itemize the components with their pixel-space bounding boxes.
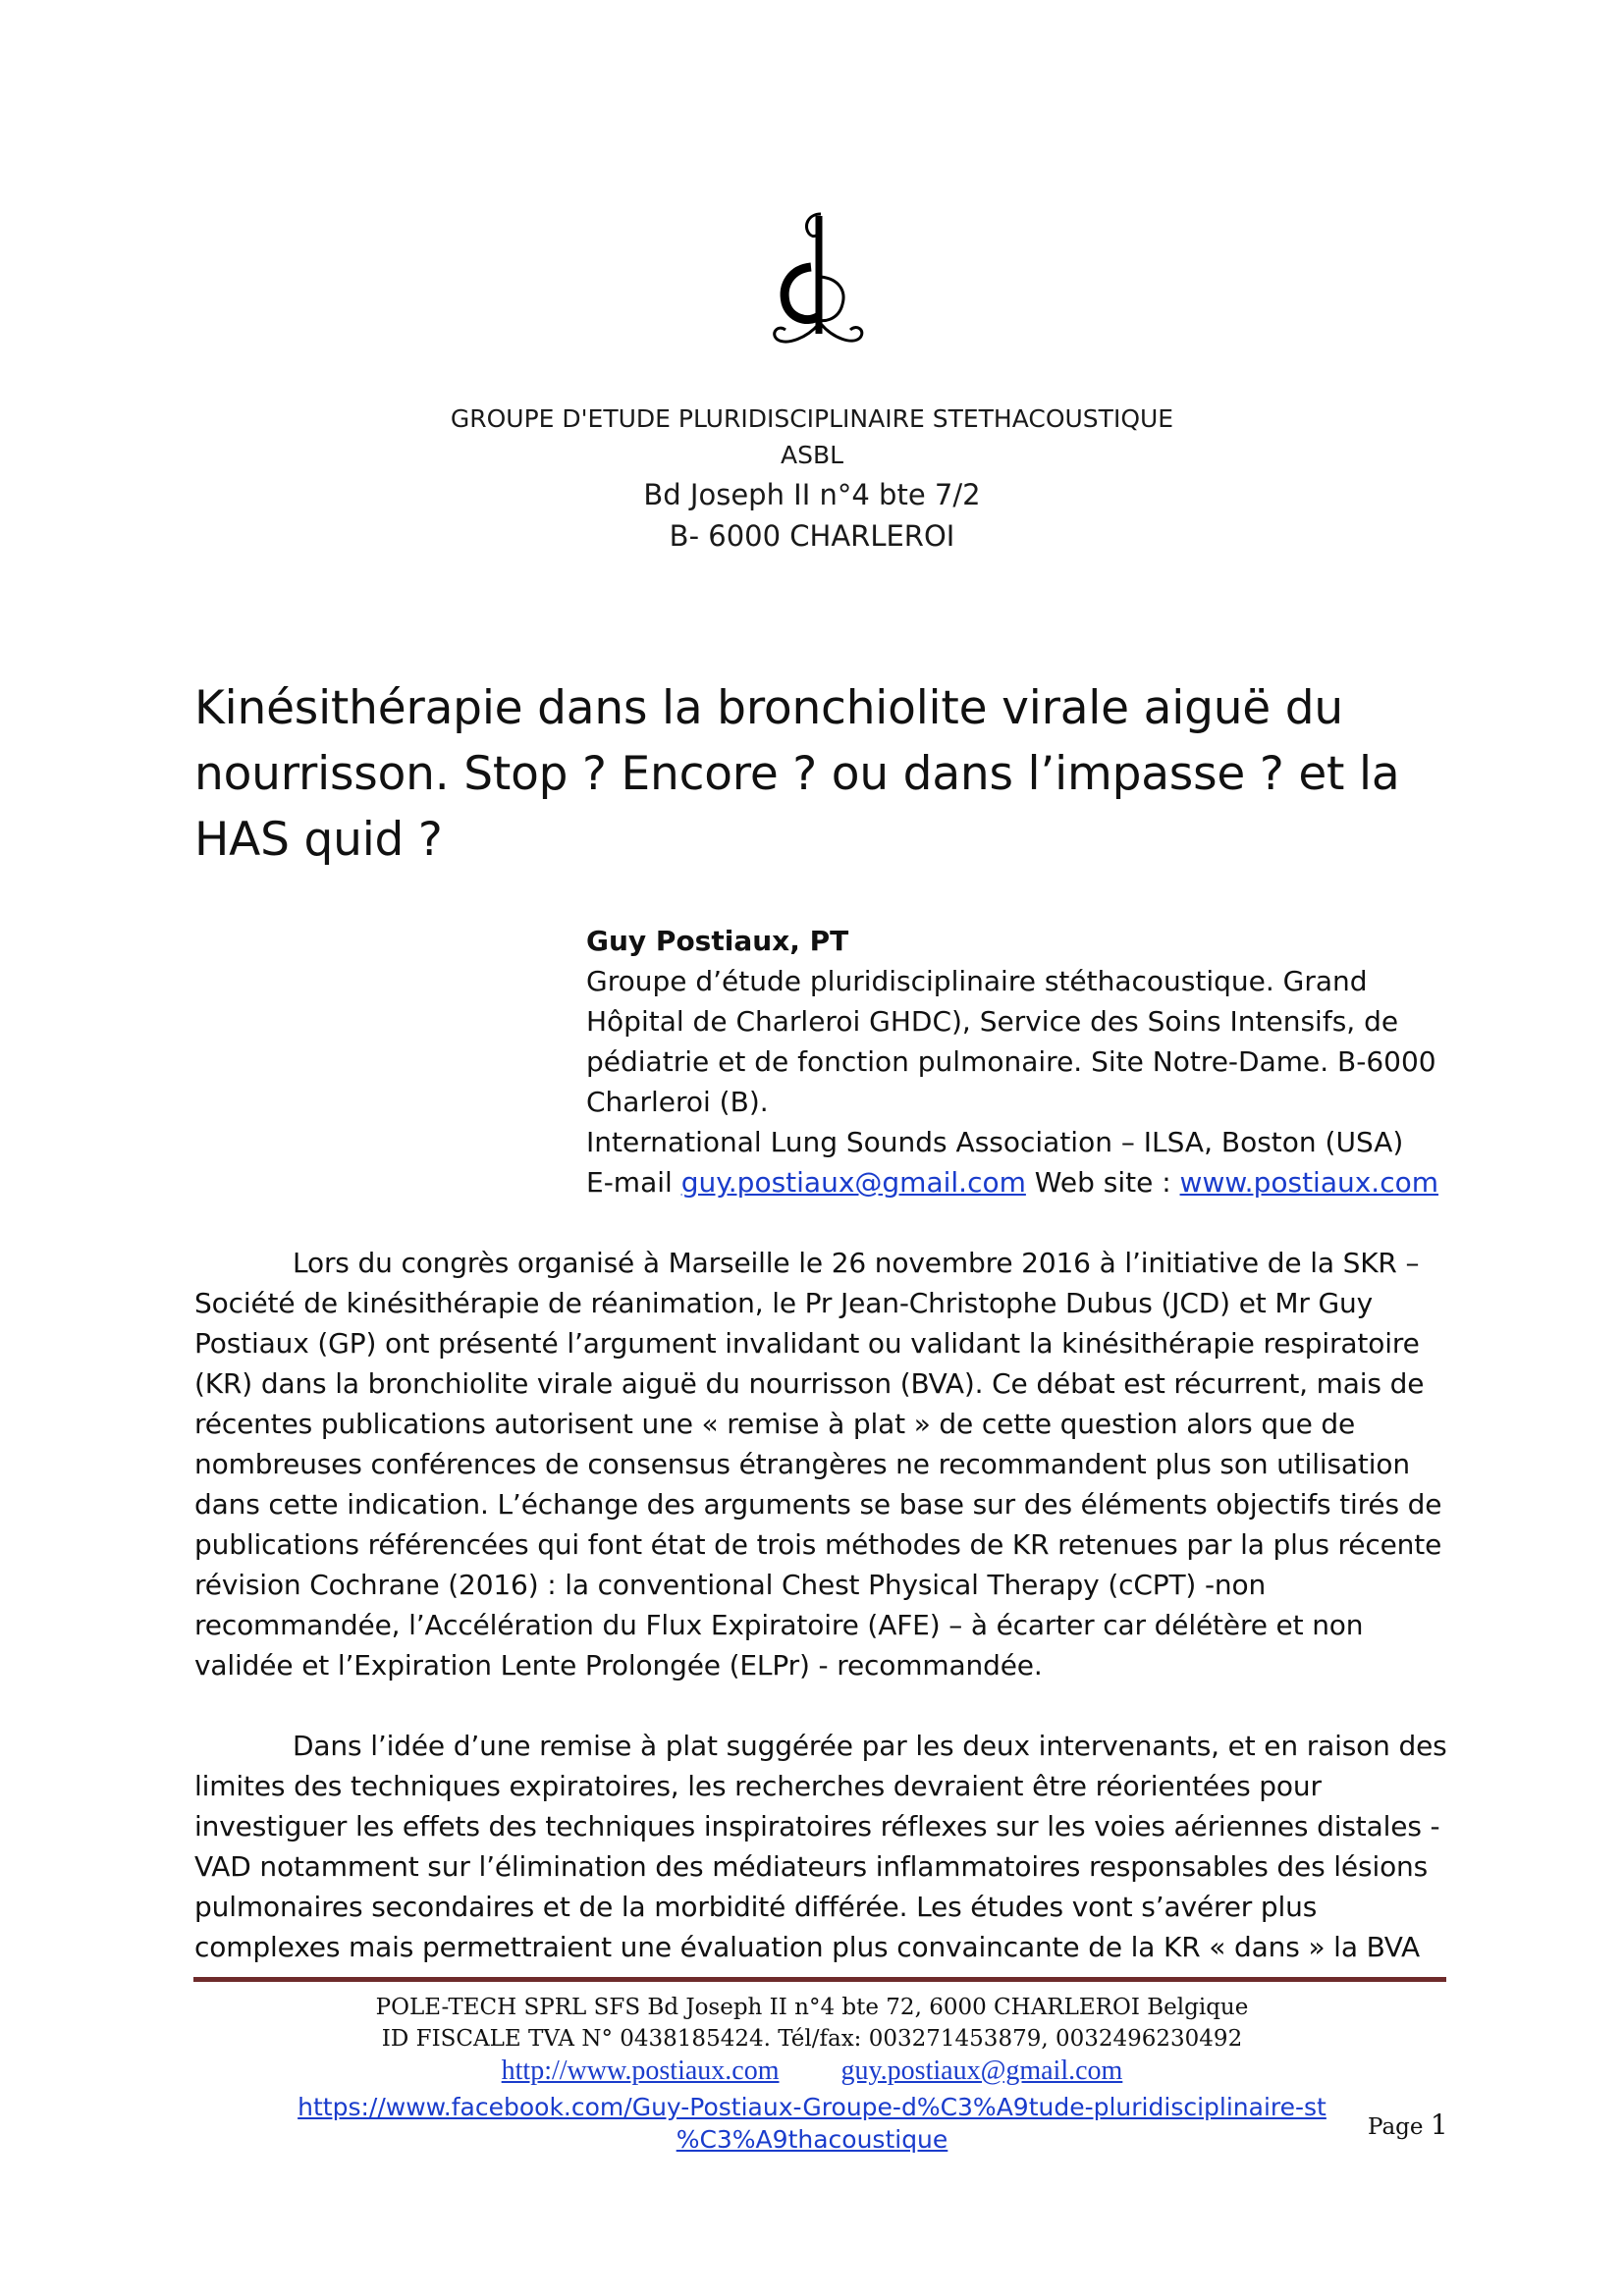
paragraph-line: publications référencées qui font état de trois méthodes de KR retenues par la plus récente (194, 1528, 1442, 1561)
paragraph-line: Postiaux (GP) ont présenté l’argument invalidant ou validant la kinésithérapie respiratoire (194, 1327, 1420, 1360)
paragraph-line: (KR) dans la bronchiolite virale aiguë du nourrisson (BVA). Ce débat est récurrent, mais de (194, 1367, 1425, 1400)
paragraph-line: VAD notamment sur l’élimination des médiateurs inflammatoires responsables des lésions (194, 1850, 1429, 1883)
page-number-value: 1 (1430, 2109, 1448, 2141)
body-paragraph-2 (194, 1726, 1447, 1967)
paragraph-line: Société de kinésithérapie de réanimation, le Pr Jean-Christophe Dubus (JCD) et Mr Guy (194, 1287, 1374, 1319)
facebook-url-part2: %C3%A9thacoustique (676, 2125, 948, 2154)
email-link[interactable]: guy.postiaux@gmail.com (680, 1166, 1026, 1199)
logo-monogram (764, 208, 872, 355)
paragraph-line: limites des techniques expiratoires, les recherches devraient être réorientées pour (194, 1770, 1322, 1802)
footer-facebook-link[interactable] (298, 2093, 1326, 2154)
footer-divider (193, 1977, 1446, 1982)
document-title (194, 675, 1471, 873)
page-label: Page (1368, 2114, 1431, 2140)
author-name: Guy Postiaux, PT (586, 925, 849, 957)
paragraph-line: Lors du congrès organisé à Marseille le 26 novembre 2016 à l’initiative de la SKR – (293, 1247, 1420, 1279)
paragraph-line: complexes mais permettraient une évaluation plus convaincante de la KR « dans » la BVA (194, 1931, 1420, 1963)
contact-line (586, 1162, 1470, 1202)
paragraph-line: validée et l’Expiration Lente Prolongée (ELPr) - recommandée. (194, 1649, 1043, 1682)
paragraph-line: pulmonaires secondaires et de la morbidité différée. Les études vont s’avérer plus (194, 1891, 1318, 1923)
footer-company-line: POLE-TECH SPRL SFS Bd Joseph II n°4 bte 72, 6000 CHARLEROI Belgique (375, 1995, 1249, 2020)
paragraph-line: Dans l’idée d’une remise à plat suggérée par les deux intervenants, et en raison des (293, 1730, 1447, 1762)
title-line: nourrisson. Stop ? Encore ? ou dans l’impasse ? et la (194, 747, 1400, 801)
affiliation-line: Charleroi (B). (586, 1086, 769, 1118)
paragraph-line: récentes publications autorisent une « remise à plat » de cette question alors que de (194, 1408, 1356, 1440)
paragraph-line: recommandée, l’Accélération du Flux Expiratoire (AFE) – à écarter car délétère et non (194, 1609, 1364, 1641)
paragraph-line: révision Cochrane (2016) : la conventional Chest Physical Therapy (cCPT) -non (194, 1569, 1267, 1601)
website-link[interactable]: www.postiaux.com (1179, 1166, 1439, 1199)
affiliation-line: pédiatrie et de fonction pulmonaire. Site Notre-Dame. B-6000 (586, 1045, 1436, 1078)
body-paragraph-1 (194, 1243, 1442, 1685)
org-type: ASBL (780, 441, 844, 469)
author-block (586, 921, 1470, 1202)
title-line: Kinésithérapie dans la bronchiolite virale aiguë du (194, 681, 1343, 735)
email-label: E-mail (586, 1166, 681, 1199)
website-label: Web site : (1025, 1166, 1180, 1199)
affiliation-line: Hôpital de Charleroi GHDC), Service des Soins Intensifs, de (586, 1005, 1399, 1038)
org-name: GROUPE D'ETUDE PLURIDISCIPLINAIRE STETHACOUSTIQUE (450, 404, 1174, 433)
footer-links (0, 2056, 1624, 2087)
title-line: HAS quid ? (194, 813, 443, 867)
footer-website-link[interactable]: http://www.postiaux.com (501, 2056, 780, 2086)
footer-tax-line: ID FISCALE TVA N° 0438185424. Tél/fax: 003271453879, 0032496230492 (381, 2026, 1243, 2052)
paragraph-line: dans cette indication. L’échange des arguments se base sur des éléments objectifs tirés de (194, 1488, 1442, 1521)
affiliation-line: Groupe d’étude pluridisciplinaire stéthacoustique. Grand (586, 965, 1368, 997)
facebook-url-part1: https://www.facebook.com/Guy-Postiaux-Groupe-d%C3%A9tude-pluridisciplinaire-st (298, 2093, 1326, 2121)
org-address-line2: B- 6000 CHARLEROI (669, 519, 955, 553)
org-address-line1: Bd Joseph II n°4 bte 7/2 (643, 478, 981, 511)
paragraph-line: investiguer les effets des techniques inspiratoires réflexes sur les voies aériennes distales - (194, 1810, 1440, 1842)
footer-email-link[interactable]: guy.postiaux@gmail.com (840, 2056, 1123, 2086)
page-number (1368, 2109, 1448, 2141)
paragraph-line: nombreuses conférences de consensus étrangères ne recommandent plus son utilisation (194, 1448, 1410, 1480)
affiliation-line: International Lung Sounds Association – ILSA, Boston (USA) (586, 1126, 1404, 1158)
